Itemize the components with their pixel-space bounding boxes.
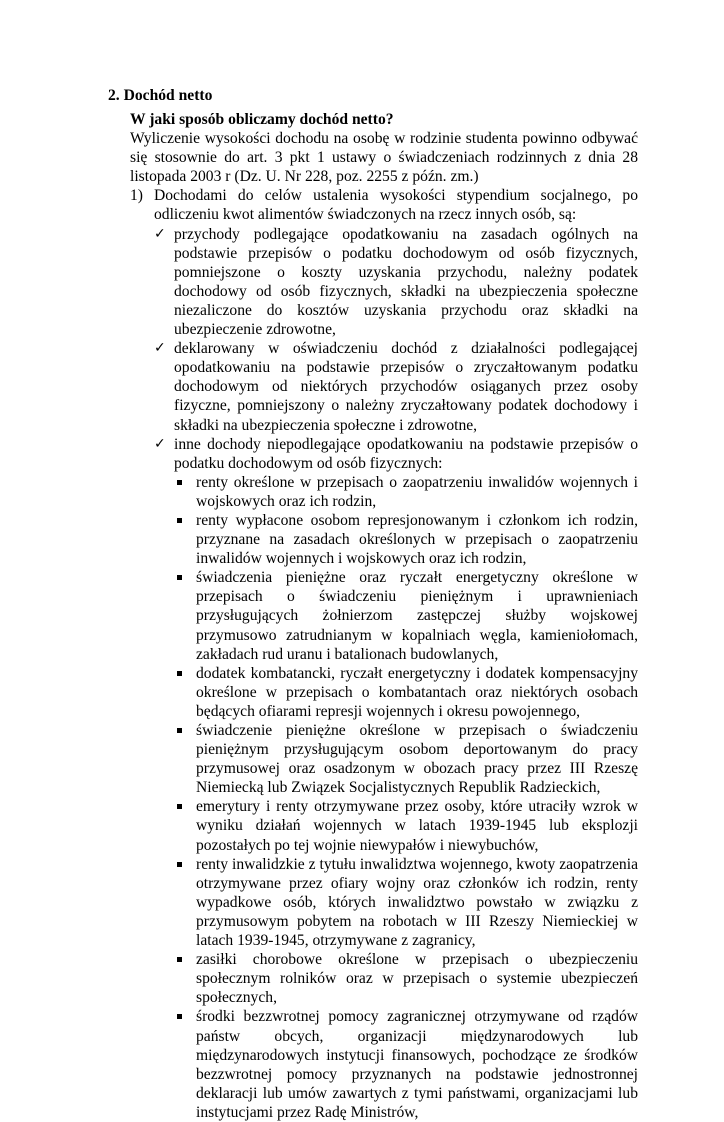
bullet-list-item [174,511,638,568]
square-bullet-icon [177,804,182,809]
numbered-item-1 [130,186,638,1122]
bullet-item-text: środki bezzwrotnej pomocy zagranicznej otrzymywane od rządów państw obcych, organizacji międzynarodowych lub międzynarodowych instytucji finansowych, pochodzące ze środków bezzwrotnej pomocy przyznanych na podstawie jednostronnej deklaracji lub umów zawartych z tymi państwami, organizacjami lub instytucjami przez Radę Ministrów, [196,1008,638,1121]
bullet-list-item [174,568,638,663]
bullet-item-text: renty wypłacone osobom represjonowanym i członkom ich rodzin, przyznane na zasadach określonych w przepisach o zaopatrzeniu inwalidów wojennych i wojskowych oraz ich rodzin, [196,511,638,568]
bullet-list [174,473,638,1122]
checkmark-icon: ✓ [154,435,166,452]
bullet-list-item [174,473,638,511]
bullet-item-text: renty określone w przepisach o zaopatrzeniu inwalidów wojennych i wojskowych oraz ich rodzin, [196,473,638,510]
bullet-item-text: emerytury i renty otrzymywane przez osoby, które utraciły wzrok w wyniku działań wojennych w latach 1939-1945 lub eksplozji pozostałych po tej wojnie niewypałów i niewybuchów, [196,798,638,854]
square-bullet-icon [177,728,182,733]
section-heading: 2. Dochód netto [108,87,213,104]
square-bullet-icon [177,480,182,485]
checkmark-icon: ✓ [154,225,166,242]
square-bullet-icon [177,862,182,867]
bullet-item-text: renty inwalidzkie z tytułu inwalidztwa wojennego, kwoty zaopatrzenia otrzymywane przez ofiary wojny oraz członków ich rodzin, renty wypadkowe osób, których inwalidztwo powstało w związku z przymusowym pobytem na robotach w III Rzeszy Niemieckiej w latach 1939-1945, otrzymywane z zagranicy, [196,855,638,950]
square-bullet-icon [177,575,182,580]
check-list-item [154,225,638,340]
numbered-item-text: Dochodami do celów ustalenia wysokości stypendium socjalnego, po odliczeniu kwot alimentów świadczonych na rzecz innych osób, są: [154,187,638,224]
bullet-list-item [174,1007,638,1122]
bullet-item-text: świadczenie pieniężne określone w przepisach o świadczeniu pieniężnym przysługującym osobom deportowanym do pracy przymusowej oraz osadzonym w obozach pracy przez III Rzeszę Niemiecką lub Związek Socjalistycznych Republik Radzieckich, [196,722,638,797]
square-bullet-icon [177,671,182,676]
bullet-list-item [174,855,638,950]
bullet-list-item [174,721,638,797]
bullet-list-item [174,797,638,854]
bullet-list-item [174,664,638,721]
numbered-marker: 1) [130,187,143,205]
check-list-item [154,339,638,434]
check-list [154,225,638,1122]
bullet-item-text: zasiłki chorobowe określone w przepisach o ubezpieczeniu społecznym rolników oraz w przepisach o systemie ubezpieczeń społecznych, [196,951,638,1007]
check-item-text: inne dochody niepodlegające opodatkowaniu na podstawie przepisów o podatku dochodowym od osób fizycznych: [174,435,638,472]
check-list-item [154,435,638,1122]
square-bullet-icon [177,957,182,962]
body-block [130,110,638,1122]
bullet-list-item [174,950,638,1007]
question-heading: W jaki sposób obliczamy dochód netto? [130,111,394,128]
check-item-text: przychody podlegające opodatkowaniu na zasadach ogólnych na podstawie przepisów o podatku dochodowym od osób fizycznych, pomniejszone o koszty uzyskania przychodu, należny podatek dochodowy od osób fizycznych, składki na ubezpieczenia społeczne niezaliczone do kosztów uzyskania przychodu oraz składki na ubezpieczenie zdrowotne, [174,225,638,339]
check-item-text: deklarowany w oświadczeniu dochód z działalności podlegającej opodatkowaniu na podstawie przepisów o zryczałtowanym podatku dochodowym od niektórych przychodów osiąganych przez osoby fizyczne, pomniejszony o należny zryczałtowany podatek dochodowy i składki na ubezpieczenia społeczne i zdrowotne, [174,340,638,434]
intro-paragraph: Wyliczenie wysokości dochodu na osobę w rodzinie studenta powinno odbywać się stosownie do art. 3 pkt 1 ustawy o świadczeniach rodzinnych z dnia 28 listopada 2003 r (Dz. U. Nr 228, poz. 2255 z późn. zm.) [130,130,638,186]
bullet-item-text: świadczenia pieniężne oraz ryczałt energetyczny określone w przepisach o świadczeniu pieniężnym i uprawnieniach przysługujących żołnierzom zastępczej służby wojskowej przymusowo zatrudnianym w kopalniach węgla, kamieniołomach, zakładach rud uranu i batalionach budowlanych, [196,569,638,663]
square-bullet-icon [177,518,182,523]
bullet-item-text: dodatek kombatancki, ryczałt energetyczny i dodatek kompensacyjny określone w przepisach o kombatantach oraz niektórych osobach będących ofiarami represji wojennych i okresu powojennego, [196,664,638,720]
checkmark-icon: ✓ [154,340,166,357]
square-bullet-icon [177,1014,182,1019]
